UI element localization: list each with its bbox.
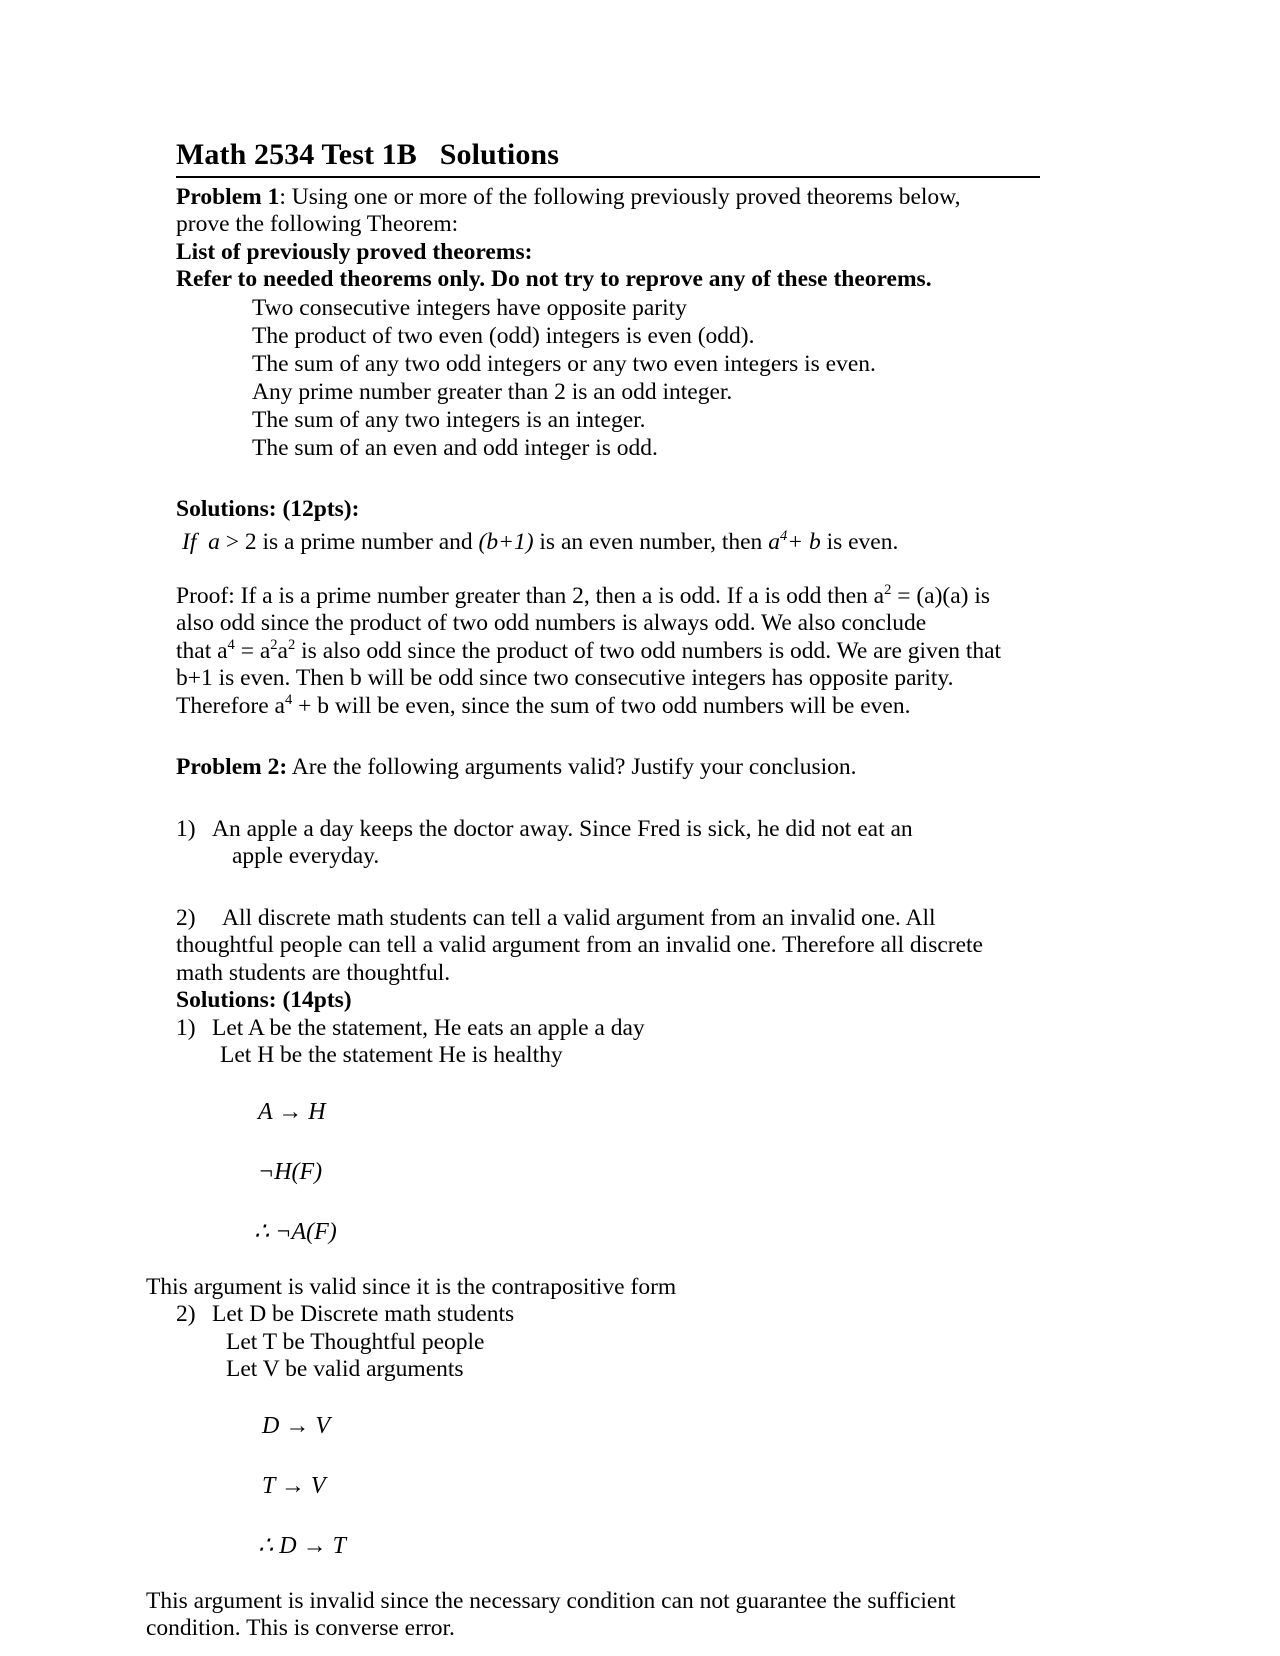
proof-line-3a: that a bbox=[176, 637, 228, 664]
page-title: Math 2534 Test 1B Solutions bbox=[176, 138, 559, 171]
spacer bbox=[176, 462, 1040, 496]
solution-2-marker: 2) bbox=[176, 1301, 196, 1328]
proof-line-3 bbox=[176, 638, 1040, 666]
theorem-statement-mid2: is an even number, then bbox=[539, 529, 763, 556]
theorem-statement-b-plus-1: (b+1) bbox=[478, 529, 534, 556]
proof-line-3d: is also odd since the product of two odd numbers is odd. We are given that bbox=[295, 637, 1002, 664]
argument-1-line-1: An apple a day keeps the doctor away. Since Fred is sick, he did not eat an bbox=[212, 815, 913, 842]
spacer bbox=[176, 557, 1040, 583]
problem1-label: Problem 1 bbox=[176, 183, 280, 210]
proof-line-5a: Therefore a bbox=[176, 692, 285, 719]
solution-1-logic-conclusion: ∴ ¬A(F) bbox=[254, 1218, 337, 1245]
proof-line-5 bbox=[176, 693, 1040, 721]
proof-exponent: 2 bbox=[270, 636, 278, 653]
theorem-statement-end: is even. bbox=[826, 529, 899, 556]
theorem-statement-if: If bbox=[182, 529, 197, 556]
argument-2-line-1: All discrete math students can tell a valid argument from an invalid one. All bbox=[222, 904, 936, 931]
solution-2-logic-conclusion: ∴ D → T bbox=[258, 1532, 346, 1559]
title-divider bbox=[176, 176, 1040, 178]
theorem-list bbox=[176, 294, 1040, 462]
theorem-list-heading: List of previously proved theorems: bbox=[176, 238, 533, 265]
solution-2 bbox=[176, 1301, 1040, 1564]
solution-1-line-1: Let A be the statement, He eats an apple a day bbox=[212, 1014, 645, 1041]
theorem-statement-plus-b: + b bbox=[787, 529, 821, 556]
solution-1-conclusion-text: This argument is valid since it is the contrapositive form bbox=[146, 1273, 677, 1300]
problem1-heading-text: : Using one or more of the following previously proved theorems below, bbox=[279, 183, 961, 210]
problem1-heading-line2: prove the following Theorem: bbox=[176, 211, 459, 238]
document-body bbox=[146, 138, 1040, 1643]
solution-2-logic-premise-1: D → V bbox=[262, 1412, 330, 1439]
theorem-item: Any prime number greater than 2 is an odd integer. bbox=[252, 378, 733, 405]
proof-line-3c: a bbox=[277, 637, 288, 664]
proof-exponent: 2 bbox=[287, 636, 296, 653]
proof-paragraph bbox=[176, 583, 1040, 721]
theorem-item: The sum of any two integers is an integer. bbox=[252, 406, 646, 433]
theorem-statement-var-a: a bbox=[208, 529, 220, 556]
solution-2-conclusion-line-2: condition. This is converse error. bbox=[146, 1615, 455, 1642]
problem2-heading bbox=[176, 754, 1040, 782]
argument-2-line-2: thoughtful people can tell a valid argument from an invalid one. Therefore all discrete bbox=[176, 932, 983, 959]
proof-exponent: 4 bbox=[227, 636, 235, 653]
solution-1-line-2: Let H be the statement He is healthy bbox=[220, 1042, 563, 1069]
proof-line-1b: = (a)(a) is bbox=[891, 582, 991, 609]
proof-line-4: b+1 is even. Then b will be odd since two consecutive integers has opposite parity. bbox=[176, 665, 954, 692]
proof-exponent: 4 bbox=[284, 691, 293, 708]
solution-1-marker: 1) bbox=[176, 1014, 196, 1041]
proof-line-1a: Proof: If a is a prime number greater than 2, then a is odd. If a is odd then a bbox=[176, 582, 885, 609]
argument-1-marker: 1) bbox=[176, 815, 196, 842]
argument-item-1 bbox=[176, 816, 1040, 871]
solutions-14pts-heading: Solutions: (14pts) bbox=[176, 987, 352, 1014]
theorem-statement-mid1: is a prime number and bbox=[262, 529, 473, 556]
theorem-item: Two consecutive integers have opposite parity bbox=[252, 294, 687, 321]
spacer bbox=[176, 871, 1040, 905]
argument-2-line-3: math students are thoughtful. bbox=[176, 959, 451, 986]
refer-note: Refer to needed theorems only. Do not try to reprove any of these theorems. bbox=[176, 266, 932, 293]
theorem-statement-a4-exponent: 4 bbox=[779, 528, 788, 545]
solution-1 bbox=[176, 1015, 1040, 1250]
proof-line-3b: = a bbox=[234, 637, 271, 664]
solution-2-line-2: Let T be Thoughtful people bbox=[226, 1328, 485, 1355]
theorem-item: The product of two even (odd) integers is even (odd). bbox=[252, 322, 755, 349]
solution-1-logic-premise-2: ¬H(F) bbox=[258, 1158, 323, 1185]
proof-line-5b: + b will be even, since the sum of two odd numbers will be even. bbox=[292, 692, 911, 719]
proof-line-2: also odd since the product of two odd numbers is always odd. We also conclude bbox=[176, 610, 927, 637]
theorem-item: The sum of any two odd integers or any two even integers is even. bbox=[252, 350, 876, 377]
problem1-heading bbox=[176, 184, 1040, 212]
argument-1-line-2: apple everyday. bbox=[232, 843, 380, 870]
solution-2-line-1: Let D be Discrete math students bbox=[212, 1301, 515, 1328]
proof-exponent: 2 bbox=[884, 581, 892, 598]
argument-item-2 bbox=[176, 905, 1040, 988]
theorem-item: The sum of an even and odd integer is odd. bbox=[252, 434, 658, 461]
theorem-statement-a4-base: a bbox=[768, 529, 780, 556]
proof-line-1 bbox=[176, 583, 1040, 611]
argument-2-marker: 2) bbox=[176, 904, 196, 931]
spacer bbox=[176, 720, 1040, 754]
solution-2-logic-premise-2: T → V bbox=[262, 1472, 326, 1499]
theorem-statement bbox=[176, 529, 1040, 557]
solution-2-conclusion-line-1: This argument is invalid since the necessary condition can not guarantee the sufficient bbox=[146, 1587, 956, 1614]
solution-1-logic-premise-1: A → H bbox=[258, 1098, 326, 1125]
solution-2-line-3: Let V be valid arguments bbox=[226, 1356, 464, 1383]
spacer bbox=[176, 782, 1040, 816]
problem2-label: Problem 2: bbox=[176, 754, 288, 781]
theorem-statement-gt2: > 2 bbox=[225, 529, 257, 556]
solutions-12pts-heading: Solutions: (12pts): bbox=[176, 495, 360, 522]
problem2-heading-text: Are the following arguments valid? Justify your conclusion. bbox=[287, 754, 857, 781]
